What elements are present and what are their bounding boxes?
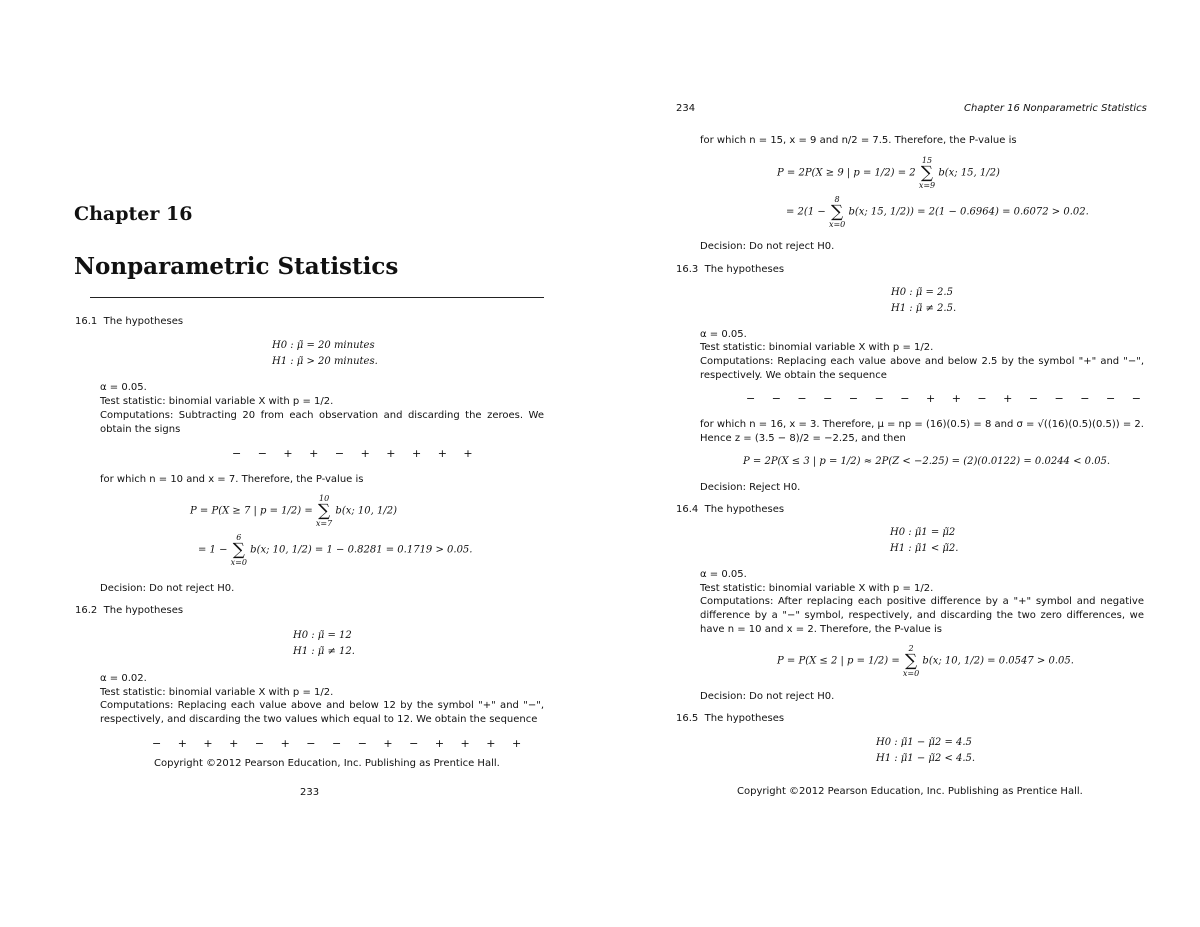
alternative-hypothesis: H1 : μ̃ > 20 minutes. — [272, 356, 378, 367]
p-value-equation-2 — [198, 533, 472, 567]
problem-number: 16.5 — [676, 713, 699, 724]
null-hypothesis: H0 : μ̃ = 2.5 — [891, 287, 953, 298]
decision-line: Decision: Reject H0. — [700, 482, 801, 493]
decision-line: Decision: Do not reject H0. — [100, 583, 235, 594]
equation-rhs: b(x; 15, 1/2) — [938, 167, 1000, 179]
summation-sign: 15 ∑ x=9 — [918, 156, 936, 190]
equation-rhs: b(x; 10, 1/2) = 0.0547 > 0.05. — [922, 655, 1074, 667]
problem-number: 16.2 — [75, 605, 98, 616]
problem-intro: The hypotheses — [704, 264, 785, 275]
decision-line: Decision: Do not reject H0. — [700, 241, 835, 252]
right-page — [600, 0, 1200, 927]
problem-16-1-heading — [75, 315, 183, 328]
alpha-line: α = 0.05. — [100, 382, 147, 393]
problem-16-3-heading — [676, 263, 784, 276]
equation-lhs: = 2(1 − — [786, 206, 826, 218]
sum-lower-limit: x=0 — [230, 558, 247, 567]
p-value-equation — [777, 644, 1074, 678]
sum-upper-limit: 2 — [908, 644, 914, 653]
hence-line: Hence z = (3.5 − 8)/2 = −2.25, and then — [700, 433, 906, 444]
problem-intro: The hypotheses — [103, 316, 184, 327]
equation-lhs: = 1 − — [198, 544, 228, 556]
computations-text: Computations: After replacing each positive difference by a "+" symbol and negative difference by a "−" symbol, respectively, and discarding the two zero differences, we have n = 10 and x = 2. Therefore, the P-value is — [700, 596, 1144, 635]
chapter-label: Chapter 16 — [74, 203, 193, 225]
p-value-equation-1 — [777, 156, 1000, 190]
equation-lhs: P = P(X ≤ 2 | p = 1/2) = — [777, 655, 900, 667]
problem-16-4-heading — [676, 503, 784, 516]
sum-lower-limit: x=9 — [918, 181, 936, 190]
alternative-hypothesis: H1 : μ̃ ≠ 12. — [293, 646, 355, 657]
equation-rhs: b(x; 10, 1/2) — [335, 505, 397, 517]
sign-sequence: − − − − − − − + + − + − − − − − — [746, 392, 1143, 405]
sign-sequence: − + + + − + − − − + − + + + + — [152, 737, 524, 750]
sum-lower-limit: x=0 — [902, 669, 920, 678]
computations-text: Computations: Replacing each value above and below 12 by the symbol "+" and "−", respectively, and discarding the two values which equal to 12. We obtain the sequence — [100, 700, 544, 725]
equation-rhs: b(x; 15, 1/2)) = 2(1 − 0.6964) = 0.6072 > 0.02. — [848, 206, 1089, 218]
summation-sign: 10 ∑ x=7 — [315, 494, 333, 528]
sum-lower-limit: x=7 — [315, 519, 333, 528]
alpha-line: α = 0.02. — [100, 673, 147, 684]
for-which-line: for which n = 15, x = 9 and n/2 = 7.5. Therefore, the P-value is — [700, 135, 1017, 146]
for-which-line: for which n = 10 and x = 7. Therefore, the P-value is — [100, 474, 364, 485]
problem-intro: The hypotheses — [704, 713, 785, 724]
null-hypothesis: H0 : μ̃ = 12 — [293, 630, 352, 641]
summation-sign: 6 ∑ x=0 — [230, 533, 247, 567]
problem-16-2-heading — [75, 604, 183, 617]
summation-sign: 2 ∑ x=0 — [902, 644, 920, 678]
decision-line: Decision: Do not reject H0. — [700, 691, 835, 702]
null-hypothesis: H0 : μ̃1 = μ̃2 — [890, 527, 956, 538]
sum-upper-limit: 10 — [318, 494, 330, 503]
copyright-notice: Copyright ©2012 Pearson Education, Inc. Publishing as Prentice Hall. — [737, 786, 1083, 797]
alpha-line: α = 0.05. — [700, 569, 747, 580]
page-number: 233 — [300, 787, 320, 798]
equation-rhs: b(x; 10, 1/2) = 1 − 0.8281 = 0.1719 > 0.05. — [250, 544, 473, 556]
computations-text: Computations: Replacing each value above and below 2.5 by the symbol "+" and "−", respectively. We obtain the sequence — [700, 356, 1144, 381]
sum-lower-limit: x=0 — [828, 220, 846, 229]
null-hypothesis: H0 : μ̃ = 20 minutes — [272, 340, 375, 351]
chapter-title: Nonparametric Statistics — [74, 253, 399, 280]
equation-lhs: P = 2P(X ≥ 9 | p = 1/2) = 2 — [777, 167, 916, 179]
for-which-line: for which n = 16, x = 3. Therefore, μ = np = (16)(0.5) = 8 and σ = √((16)(0.5)(0.5)) = 2. — [700, 419, 1144, 430]
problem-16-5-heading — [676, 712, 784, 725]
problem-number: 16.1 — [75, 316, 98, 327]
computations-text: Computations: Subtracting 20 from each observation and discarding the zeroes. We obtain the signs — [100, 410, 544, 435]
p-value-equation: P = 2P(X ≤ 3 | p = 1/2) ≈ 2P(Z < −2.25) = (2)(0.0122) = 0.0244 < 0.05. — [743, 456, 1111, 467]
test-statistic-line: Test statistic: binomial variable X with p = 1/2. — [700, 583, 934, 594]
alternative-hypothesis: H1 : μ̃ ≠ 2.5. — [891, 303, 957, 314]
problem-intro: The hypotheses — [103, 605, 184, 616]
summation-sign: 8 ∑ x=0 — [828, 195, 846, 229]
title-rule — [90, 297, 544, 298]
problem-number: 16.3 — [676, 264, 699, 275]
null-hypothesis: H0 : μ̃1 − μ̃2 = 4.5 — [876, 737, 972, 748]
sum-upper-limit: 8 — [834, 195, 840, 204]
problem-intro: The hypotheses — [704, 504, 785, 515]
running-head: Chapter 16 Nonparametric Statistics — [964, 103, 1147, 114]
sum-upper-limit: 6 — [236, 533, 242, 542]
test-statistic-line: Test statistic: binomial variable X with p = 1/2. — [100, 396, 334, 407]
test-statistic-line: Test statistic: binomial variable X with p = 1/2. — [700, 342, 934, 353]
alternative-hypothesis: H1 : μ̃1 − μ̃2 < 4.5. — [876, 753, 976, 764]
page-number: 234 — [676, 103, 696, 114]
sum-upper-limit: 15 — [921, 156, 933, 165]
problem-number: 16.4 — [676, 504, 699, 515]
test-statistic-line: Test statistic: binomial variable X with p = 1/2. — [100, 687, 334, 698]
p-value-equation-1 — [190, 494, 397, 528]
copyright-notice: Copyright ©2012 Pearson Education, Inc. Publishing as Prentice Hall. — [154, 758, 500, 769]
p-value-equation-2 — [786, 195, 1089, 229]
sign-sequence: − − + + − + + + + + — [232, 447, 475, 460]
alternative-hypothesis: H1 : μ̃1 < μ̃2. — [890, 543, 959, 554]
alpha-line: α = 0.05. — [700, 329, 747, 340]
equation-lhs: P = P(X ≥ 7 | p = 1/2) = — [190, 505, 313, 517]
